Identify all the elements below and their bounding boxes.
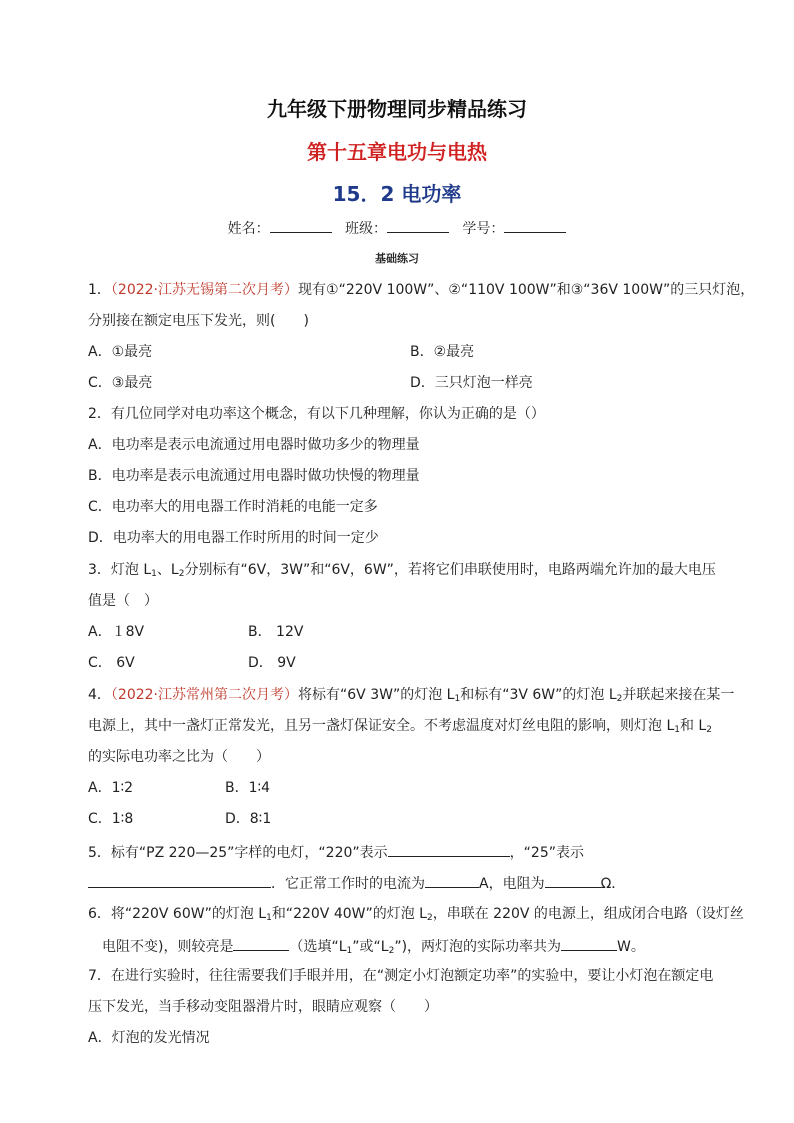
q1-option-d[interactable]: D．三只灯泡一样亮 [410, 375, 533, 391]
question-4-line-3: 的实际电功率之比为（ ） [88, 749, 270, 765]
q3-option-a[interactable]: A．１8V [88, 624, 145, 640]
q2-option-d[interactable]: D．电功率大的用电器工作时所用的时间一定少 [88, 530, 379, 546]
question-4-line-2: 电源上，其中一盏灯正常发光，且另一盏灯保证安全。不考虑温度对灯丝电阻的影响，则灯泡 $L_1$和 $L_2$ [88, 718, 712, 735]
question-5-line-2: ．它正常工作时的电流为 A，电阻为 Ω． [88, 873, 625, 893]
q2-option-c[interactable]: C．电功率大的用电器工作时消耗的电能一定多 [88, 499, 378, 515]
q1-option-c[interactable]: C．③最亮 [88, 375, 153, 391]
student-info [0, 218, 794, 238]
q4-option-d[interactable]: D．8∶1 [225, 811, 272, 827]
q1-option-a[interactable]: A．①最亮 [88, 344, 153, 360]
q3-option-b[interactable]: B． 12V [248, 624, 304, 640]
name-blank[interactable] [270, 218, 332, 233]
id-label: 学号： [462, 221, 505, 237]
answer-blank[interactable] [233, 936, 289, 951]
answer-blank[interactable] [545, 873, 601, 888]
worksheet-title: 九年级下册物理同步精品练习 [267, 97, 527, 121]
question-6: 6．将“220V 60W”的灯泡 $L_1$和“220V 40W”的灯泡 $L_2$，串联在 220V 的电源上，组成闭合电路（设灯丝 [88, 906, 744, 923]
question-3: 3．灯泡 $L_1$、$L_2$分别标有“6V，3W”和“6V，6W”，若将它们串联使用时，电路两端允许加的最大电压 [88, 562, 716, 579]
question-7-line-2: 压下发光，当手移动变阻器滑片时，眼睛应观察（ ） [88, 999, 438, 1015]
q4-option-b[interactable]: B．1∶4 [225, 780, 271, 796]
answer-blank[interactable] [388, 842, 510, 857]
q2-option-b[interactable]: B．电功率是表示电流通过用电器时做功快慢的物理量 [88, 468, 420, 484]
answer-blank[interactable] [88, 873, 271, 888]
class-label: 班级： [345, 221, 387, 237]
q4-option-c[interactable]: C．1∶8 [88, 811, 134, 827]
question-3-line-2: 值是（ ） [88, 593, 158, 609]
answer-blank[interactable] [425, 873, 479, 888]
question-1-line-2: 分别接在额定电压下发光，则( ) [88, 313, 309, 329]
question-6-line-2: 电阻不变)，则较亮是 （选填“$L_1$”或“$L_2$”)，两灯泡的实际功率共为 W。 [102, 936, 645, 956]
question-2: 2．有几位同学对电功率这个概念，有以下几种理解，你认为正确的是（） [88, 406, 545, 422]
id-blank[interactable] [504, 218, 566, 233]
class-blank[interactable] [387, 218, 449, 233]
question-7: 7．在进行实验时，往往需要我们手眼并用，在“测定小灯泡额定功率”的实验中，要让小灯泡在额定电 [88, 968, 714, 984]
answer-blank[interactable] [561, 936, 617, 951]
question-5: 5．标有“PZ 220—25”字样的电灯，“220”表示 ，“25”表示 [88, 842, 584, 862]
q1-option-b[interactable]: B．②最亮 [410, 344, 475, 360]
name-label: 姓名： [227, 221, 270, 237]
section-label: 基础练习 [375, 252, 419, 265]
question-4: 4．（2022·江苏常州第二次月考）将标有“6V 3W”的灯泡 $L_1$和标有“3V 6W”的灯泡 $L_2$并联起来接在某一 [88, 687, 735, 704]
chapter-title: 第十五章电功与电热 [307, 140, 487, 164]
section-title: 15．2 电功率 [332, 182, 462, 206]
question-1: 1．（2022·江苏无锡第二次月考）现有①“220V 100W”、②“110V 100W”和③“36V 100W”的三只灯泡， [88, 282, 755, 298]
q3-option-c[interactable]: C． 6V [88, 655, 135, 671]
question-source: （2022·江苏常州第二次月考） [110, 687, 299, 703]
question-source: （2022·江苏无锡第二次月考） [110, 282, 299, 298]
q3-option-d[interactable]: D． 9V [248, 655, 296, 671]
q2-option-a[interactable]: A．电功率是表示电流通过用电器时做功多少的物理量 [88, 437, 420, 453]
q7-option-a[interactable]: A．灯泡的发光情况 [88, 1030, 210, 1046]
q4-option-a[interactable]: A．1∶2 [88, 780, 134, 796]
